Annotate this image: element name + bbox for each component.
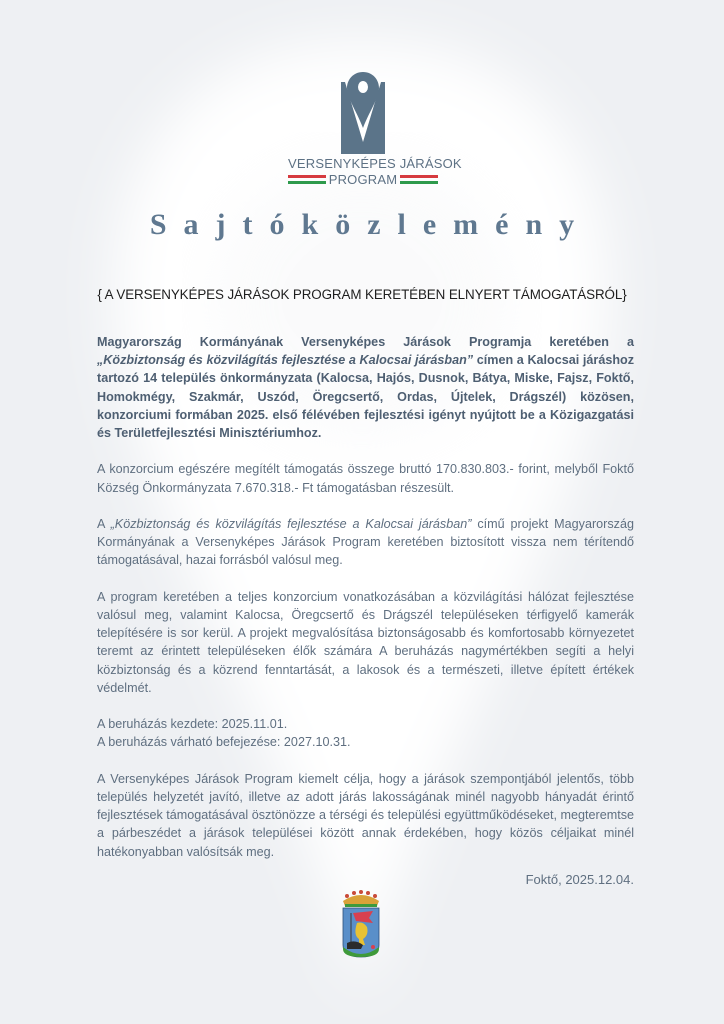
program-goal-paragraph: A Versenyképes Járások Program kiemelt célja, hogy a járások szempontjából jelentős, több település helyzetét javító, illetve az adott járás lakosságának minél nagyobb hányadát érintő fejlesztések támogatásával ösztönözze a térségi és települési együttműködéseket, megteremtse a párbeszédet a járások települései között annak érdekében, hogy közös céljaikat minél hatékonyabban valósítsák meg. xyxy=(97,771,634,859)
program-details-paragraph: A program keretében a teljes konzorcium vonatkozásában a közvilágítási hálózat fejlesztése valósul meg, valamint Kalocsa, Öregcsertő és Drágszél településeken térfigyelő kamerák telepítésére is sor kerül. A projekt megvalósítása biztonságosabb és komfortosabb környezetet teremt az érintett településeken élők számára A beruházás nagymértékben segíti a helyi közbiztonság és a közrend fenntartását, a lakosok és a természeti, illetve épített értékek védelmét. xyxy=(97,589,634,695)
crown xyxy=(343,890,379,907)
coat-of-arms-icon xyxy=(339,887,383,959)
project-title-emphasis: „Közbiztonság és közvilágítás fejlesztése a Kalocsai járásban” xyxy=(110,517,472,531)
intro-text-a: Magyarország Kormányának Versenyképes Járások Programja keretében a xyxy=(97,335,634,349)
map-pin-v-icon xyxy=(341,72,385,154)
program-logo xyxy=(288,70,462,187)
flag-stripes-left xyxy=(288,175,326,184)
project-title-emphasis: „Közbiztonság és közvilágítás fejlesztése a Kalocsai járásban” xyxy=(97,353,474,368)
place-and-date: Foktő, 2025.12.04. xyxy=(525,872,634,887)
page-subtitle: { A VERSENYKÉPES JÁRÁSOK PROGRAM KERETÉBEN ELNYERT TÁMOGATÁSRÓL} xyxy=(97,287,627,302)
project-paragraph xyxy=(97,515,634,570)
intro-paragraph xyxy=(97,333,634,442)
project-text-b: című projekt Magyarország Kormányának a Versenyképes Járások Program keretében biztosított vissza nem térítendő támogatásával, hazai forrásból valósul meg. xyxy=(97,517,634,568)
project-text-a: A xyxy=(97,517,111,531)
logo-row2 xyxy=(288,171,438,187)
intro-text-b: címen a Kalocsai járáshoz tartozó 14 település önkormányzata (Kalocsa, Hajós, Dusnok, Bátya, Miske, Fajsz, Foktő, Homokmégy, Szakmár, Uszód, Öregcsertő, Ordas, Újtelek, Drágszél) közösen, konzorciumi formában 2025. első félévében fejlesztési igényt nyújtott be a Közigazgatási és Területfejlesztési Minisztériumhoz. xyxy=(97,353,635,441)
start-date-line: A beruházás kezdete: 2025.11.01. xyxy=(97,717,288,732)
page-title: Sajtóközlemény xyxy=(149,208,592,241)
flag-stripes-right xyxy=(400,175,438,184)
end-date-line: A beruházás várható befejezése: 2027.10.31. xyxy=(97,735,351,750)
press-release-body xyxy=(97,333,634,879)
logo-text-line2: PROGRAM xyxy=(328,171,398,187)
logo-text-line1: VERSENYKÉPES JÁRÁSOK xyxy=(288,156,462,171)
funding-paragraph: A konzorcium egészére megítélt támogatás összege bruttó 170.830.803.- forint, melyből Foktő Község Önkormányzata 7.670.318.- Ft támogatásban részesült. xyxy=(97,462,634,495)
